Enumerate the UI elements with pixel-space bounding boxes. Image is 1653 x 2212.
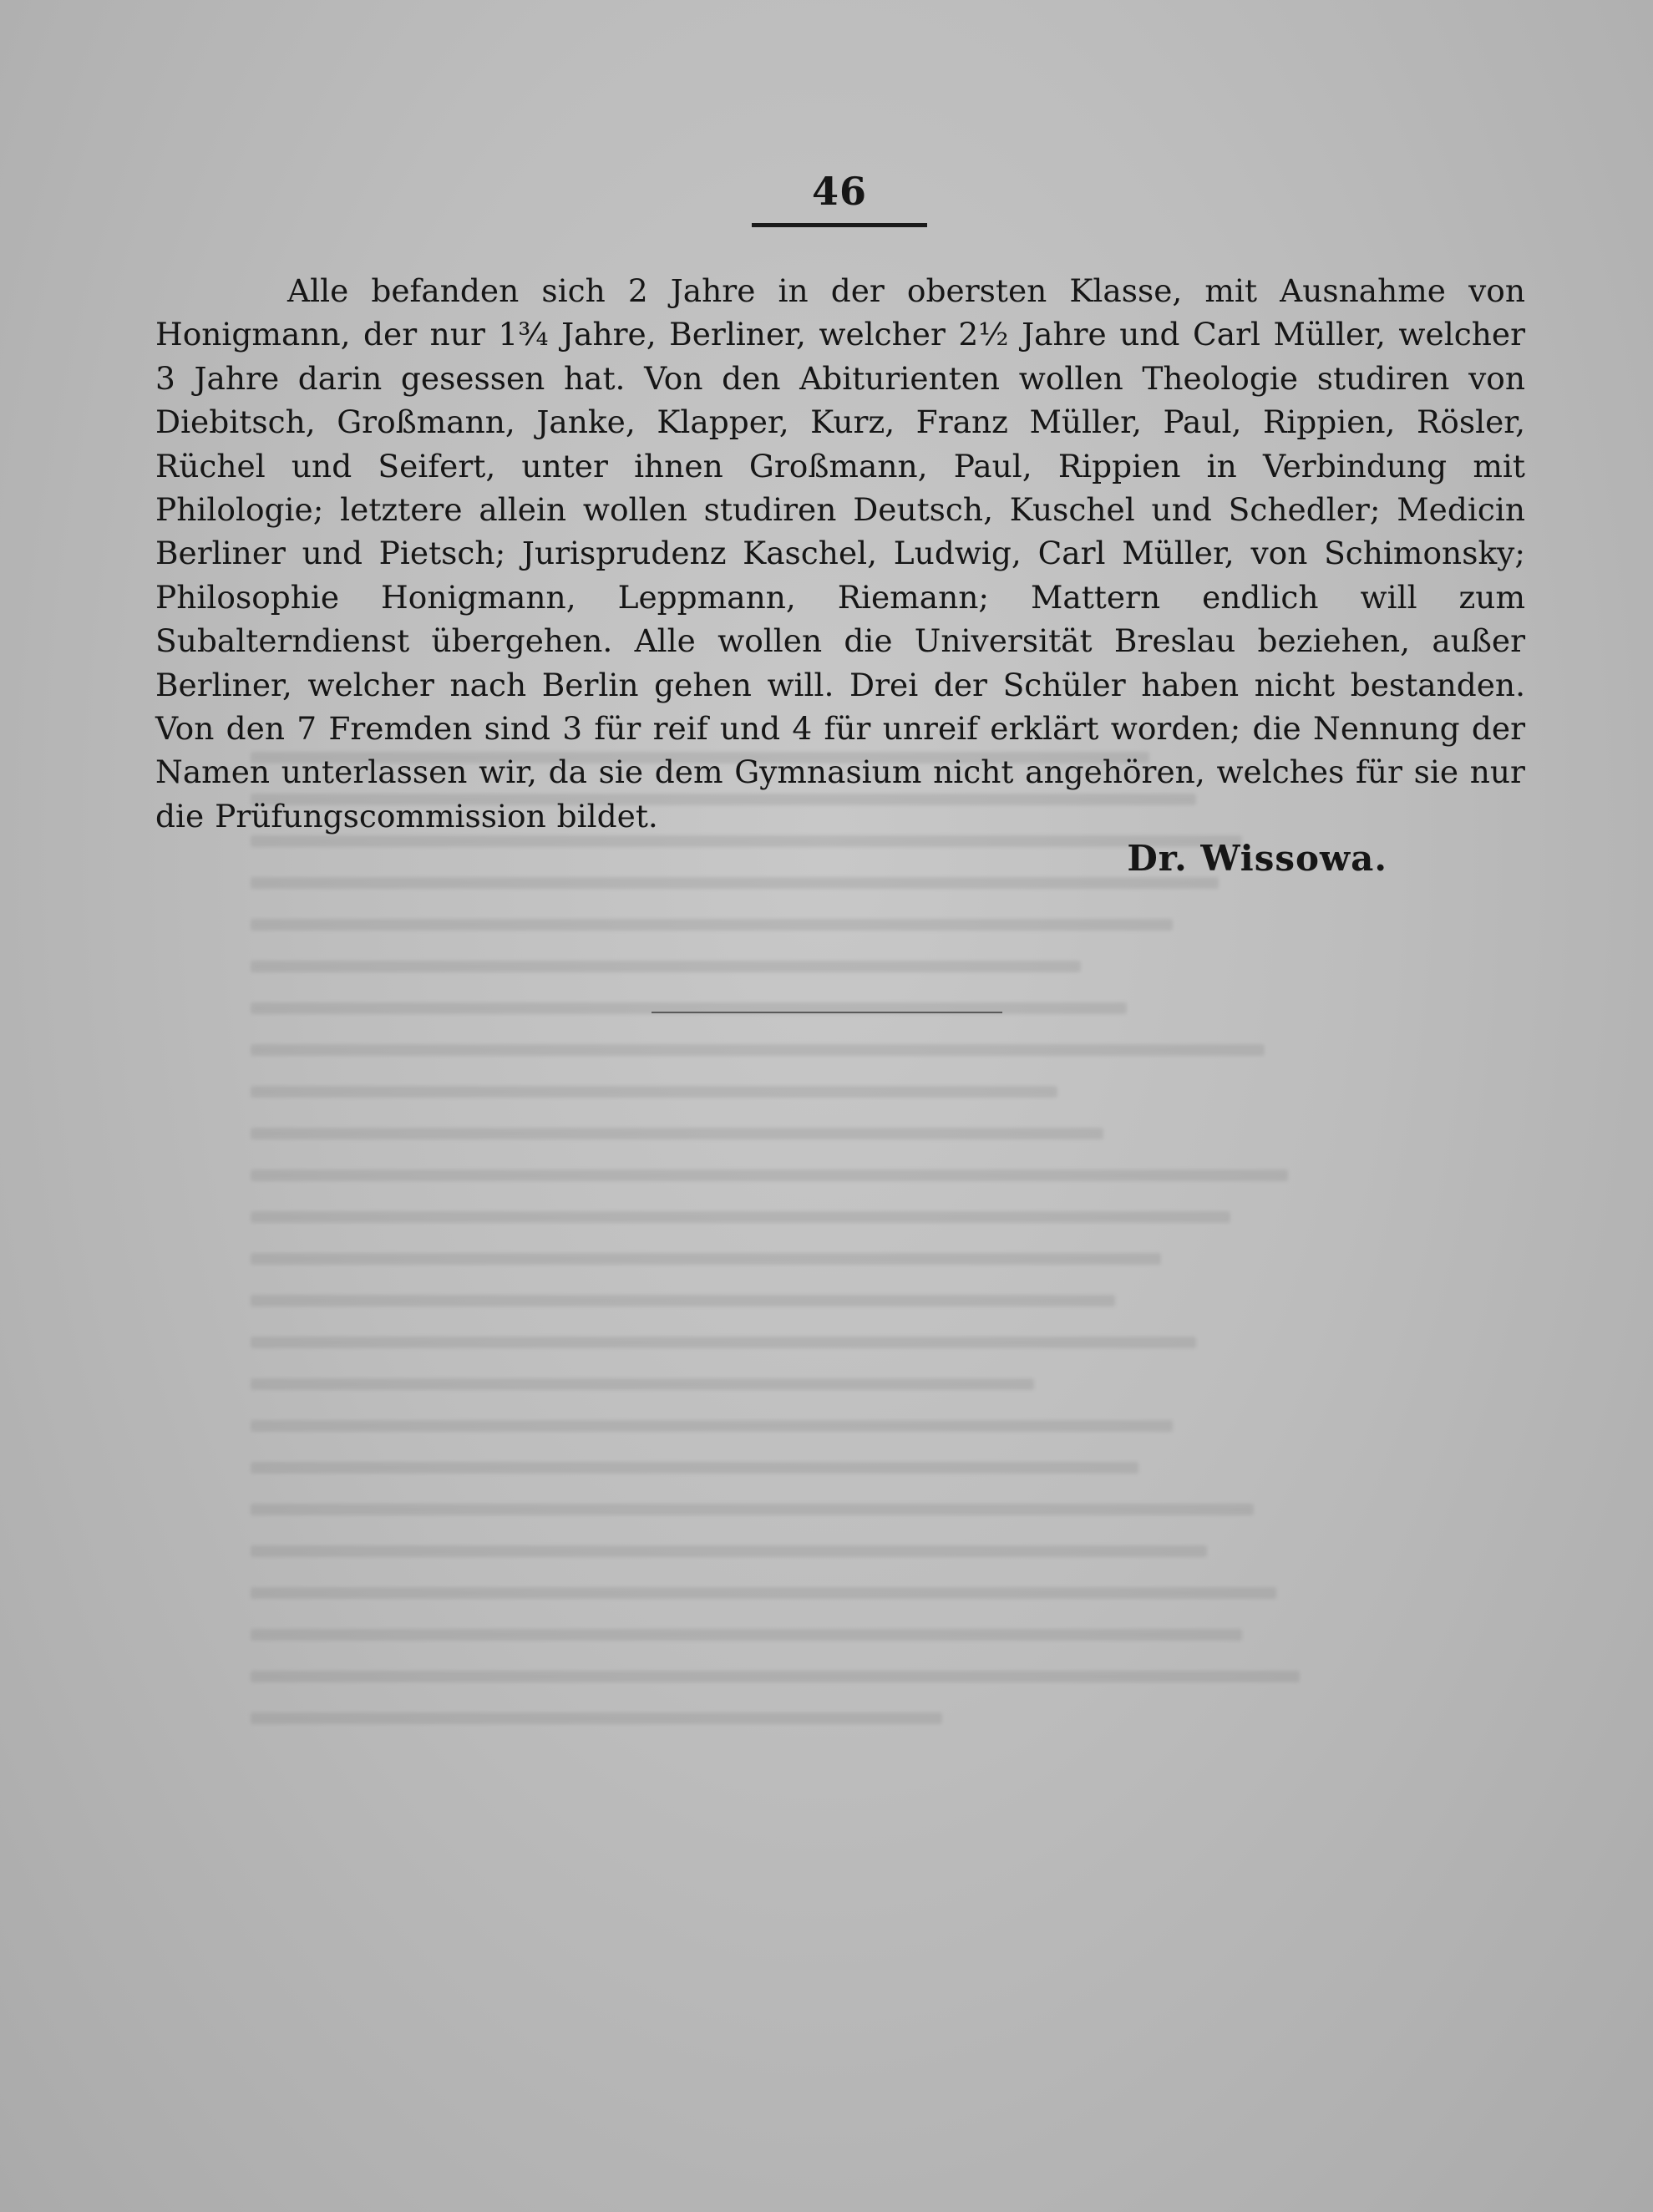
signature: Dr. Wissowa. xyxy=(1127,838,1387,879)
page-number: 46 xyxy=(811,169,867,214)
main-paragraph: Alle befanden sich 2 Jahre in der obersten Klasse, mit Ausnahme von Honigmann, der nur 1¾ Jahre, Berliner, welcher 2½ Jahre und Carl Müller, welcher 3 Jahre darin gesessen hat. Von den Abiturienten wollen Theologie studiren von Diebitsch, Großmann, Janke, Klapper, Kurz, Franz Müller, Paul, Rippien, Rösler, Rüchel und Seifert, unter ihnen Großmann, Paul, Rippien in Verbindung mit Philologie; letztere allein wollen studiren Deutsch, Kuschel und Schedler; Medicin Berliner und Pietsch; Jurisprudenz Kaschel, Ludwig, Carl Müller, von Schimonsky; Philosophie Honigmann, Leppmann, Riemann; Mattern endlich will zum Subalterndienst übergehen. Alle wollen die Universität Breslau beziehen, außer Berliner, welcher nach Berlin gehen will. Drei der Schüler haben nicht bestanden. Von den 7 Fremden sind 3 für reif und 4 für unreif erklärt worden; die Nennung der Namen unterlassen wir, da sie dem Gymnasium nicht angehören, welches für sie nur die Prüfungscommission bildet. xyxy=(155,272,1525,835)
page-number-rule xyxy=(752,223,927,227)
closing-rule xyxy=(652,1012,1002,1013)
reverse-side-bleed-through xyxy=(251,752,1403,1963)
main-text-block xyxy=(155,269,1525,838)
